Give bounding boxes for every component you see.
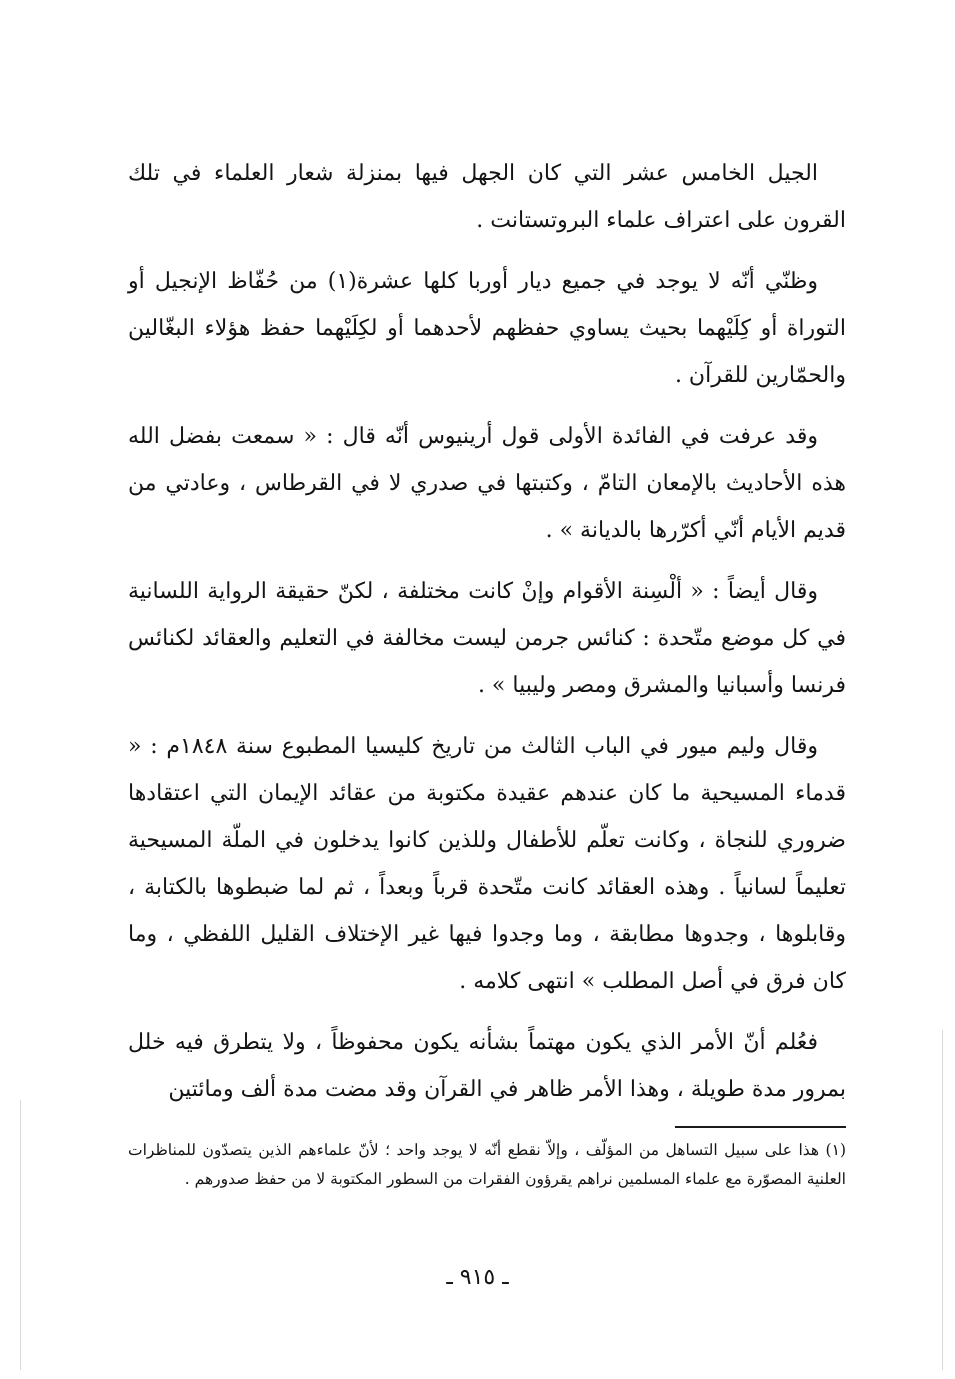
paragraph-2: وظنّي أنّه لا يوجد في جميع ديار أوربا كلها عشرة(١) من حُفّاظ الإنجيل أو التوراة أو كِلَيْهما بحيث يساوي حفظهم لأحدهما أو لكِلَيْهما حفظ هؤلاء البغّالين والحمّارين للقرآن . xyxy=(128,269,846,388)
footnote: (١) هذا على سبيل التساهل من المؤلّف ، وإلاّ نقطع أنّه لا يوجد واحد ؛ لأنّ علماءهم الذين يتصدّون للمناظرات العلنية المصوّرة مع علماء المسلمين نراهم يقرؤون الفقرات من السطور المكتوبة لا من حفظ صدورهم . xyxy=(128,1141,846,1188)
paragraph-6: فعُلم أنّ الأمر الذي يكون مهتماً بشأنه يكون محفوظاً ، ولا يتطرق فيه خلل بمرور مدة طويلة ، وهذا الأمر ظاهر في القرآن وقد مضت مدة ألف ومائتين xyxy=(128,1030,846,1102)
paragraph-4: وقال أيضاً : « ألْسِنة الأقوام وإنْ كانت مختلفة ، لكنّ حقيقة الرواية اللسانية في كل موضع متّحدة : كنائس جرمن ليست مخالفة في التعليم والعقائد لكنائس فرنسا وأسبانيا والمشرق ومصر وليبيا » . xyxy=(128,579,846,698)
page-number: ـ ٩١٥ ـ xyxy=(446,1265,509,1290)
scan-edge-line-left xyxy=(20,1100,21,1370)
paragraph-5: وقال وليم ميور في الباب الثالث من تاريخ كليسيا المطبوع سنة ١٨٤٨م : « قدماء المسيحية ما كان عندهم عقيدة مكتوبة من عقائد الإيمان التي اعتقادها ضروري للنجاة ، وكانت تعلّم للأطفال وللذين كانوا يدخلون في الملّة المسيحية تعليماً لسانياً . وهذه العقائد كانت متّحدة قرباً وبعداً ، ثم لما ضبطوها بالكتابة ، وقابلوها ، وجدوها مطابقة ، وما وجدوا فيها غير الإختلاف القليل اللفظي ، وما كان فرق في أصل المطلب » انتهى كلامه . xyxy=(128,734,846,994)
footnote-separator xyxy=(675,1126,846,1128)
main-text xyxy=(128,150,846,1113)
scan-edge-line xyxy=(942,1030,943,1370)
paragraph-1: الجيل الخامس عشر التي كان الجهل فيها بمنزلة شعار العلماء في تلك القرون على اعتراف علماء البروتستانت . xyxy=(128,161,846,233)
paragraph-3: وقد عرفت في الفائدة الأولى قول أرينيوس أنّه قال : « سمعت بفضل الله هذه الأحاديث بالإمعان التامّ ، وكتبتها في صدري لا في القرطاس ، وعادتي من قديم الأيام أنّي أكرّرها بالديانة » . xyxy=(128,424,846,543)
